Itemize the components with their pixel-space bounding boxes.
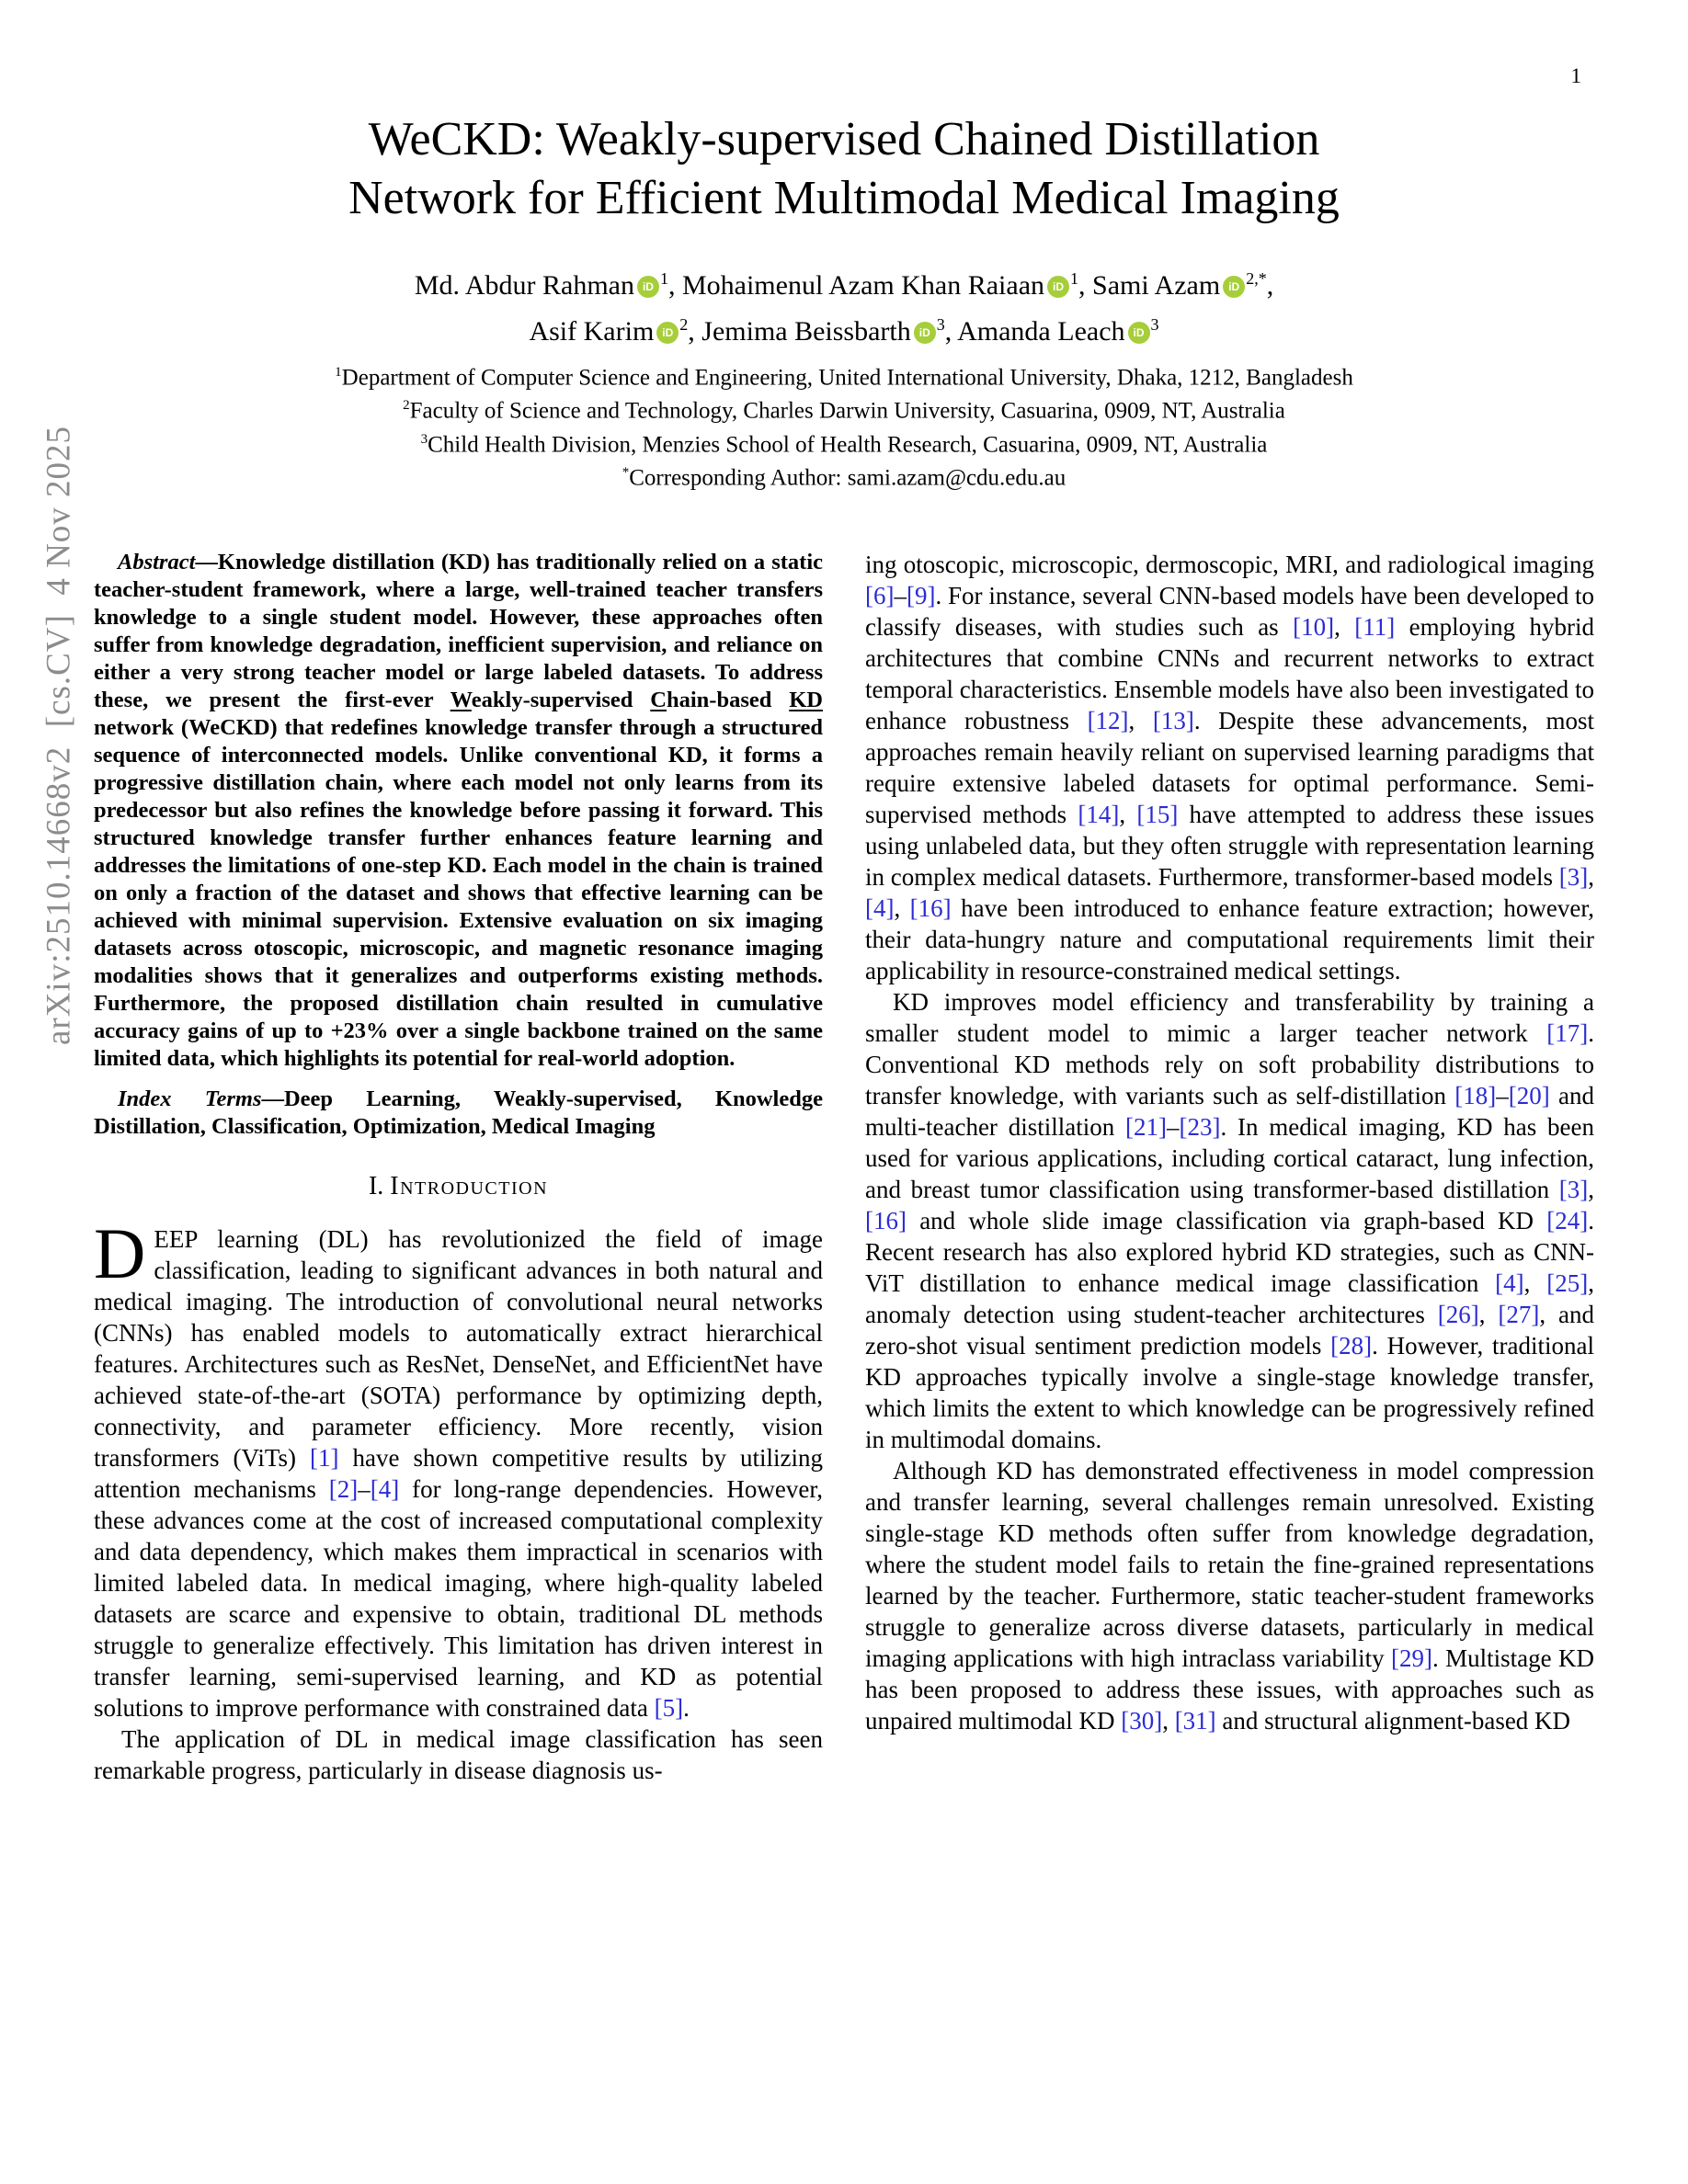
orcid-icon[interactable]: iD (1128, 322, 1150, 344)
citation-link[interactable]: [16] (909, 894, 952, 923)
citation-link[interactable]: [17] (1546, 1019, 1589, 1048)
citation-link[interactable]: [5] (654, 1694, 684, 1723)
citation-link[interactable]: [29] (1391, 1644, 1433, 1673)
abstract-text: —Knowledge distillation (KD) has traditionally relied on a static teacher-student framework, where a large, well-trained teacher transfers knowledge to a single student model. However, these approaches often suffer from knowledge degradation, inefficient supervision, and reliance on either a very strong teacher model or large labeled datasets. To address these, we present the first-ever Weakly-supervised Chain-based KD network (WeCKD) that redefines knowledge transfer through a structured sequence of interconnected models. Unlike conventional KD, it forms a progressive distillation chain, where each model not only learns from its predecessor but also refines the knowledge before passing it forward. This structured knowledge transfer further enhances feature learning and addresses the limitations of one-step KD. Each model in the chain is trained on only a fraction of the dataset and shows that effective learning can be achieved with minimal supervision. Extensive evaluation on six imaging datasets across otoscopic, microscopic, and magnetic resonance imaging modalities shows that it generalizes and outperforms existing methods. Furthermore, the proposed distillation chain resulted in cumulative accuracy gains of up to +23% over a single backbone trained on the same limited data, which highlights its potential for real-world adoption. (94, 550, 823, 1072)
affiliation-sup: 2 (403, 398, 410, 414)
author: Jemima Beissbarth iD $^3$, (701, 315, 958, 347)
affiliation-sup: 1 (335, 365, 342, 380)
author-name: Amanda Leach (957, 316, 1125, 347)
citation-link[interactable]: [4] (370, 1475, 400, 1504)
intro-paragraph-1-text: EEP learning (DL) has revolutionized the field of image classification, leading to significant advances in both natural and medical imaging. The introduction of convolutional neural networks (CNNs) has enabled models to automatically extract hierarchical features. Architectures such as ResNet, DenseNet, and EfficientNet have achieved state-of-the-art (SOTA) performance by optimizing depth, connectivity, and parameter efficiency. More recently, vision transformers (ViTs) [1] have shown competitive results by utilizing attention mechanisms [2]–[4] for long-range dependencies. However, these advances come at the cost of increased computational complexity and data dependency, which makes them impractical in scenarios with limited labeled data. In medical imaging, where high-quality labeled datasets are scarce and expensive to obtain, traditional DL methods struggle to generalize effectively. This limitation has driven interest in transfer learning, semi-supervised learning, and KD as potential solutions to improve performance with constrained data [5]. (94, 1225, 823, 1723)
affiliation-line: $^2$Faculty of Science and Technology, Charles Darwin University, Casuarina, 0909, NT, Australia (403, 398, 1285, 424)
author (957, 316, 1158, 347)
orcid-icon[interactable]: iD (637, 276, 659, 298)
affiliations (0, 358, 1688, 492)
citation-link[interactable]: [21] (1124, 1113, 1167, 1142)
intro-paragraph-1 (94, 1213, 823, 1723)
citation-link[interactable]: [2] (328, 1475, 359, 1504)
drop-cap: D (94, 1213, 146, 1294)
author: Asif Karim iD $^2$, (529, 315, 702, 347)
citation-link[interactable]: [30] (1121, 1707, 1163, 1735)
affiliation-line: $^1$Department of Computer Science and Engineering, United International University, Dhaka, 1212, Bangladesh (335, 365, 1353, 391)
citation-link[interactable]: [25] (1546, 1269, 1589, 1298)
index-terms-text: —Deep Learning, Weakly-supervised, Knowledge Distillation, Classification, Optimization, Medical Imaging (94, 1086, 823, 1140)
left-column (94, 549, 823, 1786)
orcid-icon[interactable]: iD (1047, 276, 1069, 298)
orcid-icon[interactable]: iD (656, 322, 679, 344)
citation-link[interactable]: [20] (1508, 1082, 1550, 1110)
citation-link[interactable]: [16] (865, 1207, 907, 1235)
right-column (865, 549, 1594, 1786)
author: Sami Azam iD $^{2,*}$, (1092, 269, 1274, 301)
paper-title (0, 110, 1688, 228)
citation-link[interactable]: [11] (1354, 613, 1396, 642)
author-name: Md. Abdur Rahman (414, 270, 634, 301)
section-heading-introduction (94, 1172, 823, 1201)
author-affiliation-number: 3 (936, 315, 945, 334)
author-affiliation-number: 2 (679, 315, 689, 334)
abstract-paragraph (94, 549, 823, 1073)
citation-link[interactable]: [4] (865, 894, 895, 923)
author: Mohaimenul Azam Khan Raiaan iD $^1$, (681, 269, 1093, 301)
author-name: Jemima Beissbarth (701, 316, 911, 347)
author-affiliation-number: 1 (1070, 269, 1079, 288)
author-affiliation-number: 2,* (1246, 269, 1267, 288)
affiliation-sup: * (622, 464, 630, 480)
orcid-icon[interactable]: iD (1223, 276, 1245, 298)
citation-link[interactable]: [12] (1087, 707, 1129, 735)
author-name: Sami Azam (1092, 270, 1221, 301)
paper-title-line-1: WeCKD: Weakly-supervised Chained Distillation (368, 113, 1320, 165)
citation-link[interactable]: [4] (1495, 1269, 1524, 1298)
right-paragraph-3: Although KD has demonstrated effectiveness in model compression and transfer learning, several challenges remain unresolved. Existing single-stage KD methods often suffer from knowledge degradation, where the student model fails to retain the fine-grained representations learned by the teacher. Furthermore, static teacher-student frameworks struggle to generalize across diverse datasets, particularly in medical imaging applications with high intraclass variability [29]. Multistage KD has been proposed to address these issues, with approaches such as unpaired multimodal KD [30], [31] and structural alignment-based KD (865, 1457, 1594, 1735)
citation-link[interactable]: [13] (1152, 707, 1194, 735)
section-number: I. (368, 1172, 384, 1201)
abstract-label: Abstract (118, 550, 196, 575)
paper-title-line-2: Network for Efficient Multimodal Medical Imaging (348, 172, 1340, 224)
citation-link[interactable]: [6] (865, 582, 895, 610)
two-column-body (0, 549, 1688, 1786)
author-affiliation-number: 3 (1150, 315, 1159, 334)
right-paragraph-2: KD improves model efficiency and transferability by training a smaller student model to mimic a larger teacher network [17]. Conventional KD methods rely on soft probability distributions to transfer knowledge, with variants such as self-distillation [18]–[20] and multi-teacher distillation [21]–[23]. In medical imaging, KD has been used for various applications, including cortical cataract, lung infection, and breast tumor classification using transformer-based distillation [3], [16] and whole slide image classification via graph-based KD [24]. Recent research has also explored hybrid KD strategies, such as CNN-ViT distillation to enhance medical image classification [4], [25], anomaly detection using student-teacher architectures [26], [27], and zero-shot visual sentiment prediction models [28]. However, traditional KD approaches typically involve a single-stage knowledge transfer, which limits the extent to which knowledge can be progressively refined in multimodal domains. (865, 988, 1595, 1454)
citation-link[interactable]: [26] (1437, 1301, 1479, 1329)
citation-link[interactable]: [3] (1558, 863, 1589, 892)
citation-link[interactable]: [28] (1330, 1332, 1373, 1360)
paper-header (0, 0, 1688, 492)
citation-link[interactable]: [23] (1179, 1113, 1221, 1142)
citation-link[interactable]: [10] (1293, 613, 1335, 642)
citation-link[interactable]: [18] (1454, 1082, 1497, 1110)
citation-link[interactable]: [14] (1078, 801, 1120, 829)
right-paragraph-1: ing otoscopic, microscopic, dermoscopic, MRI, and radiological imaging [6]–[9]. For instance, several CNN-based models have been developed to classify diseases, with studies such as [10], [11] employing hybrid architectures that combine CNNs and recurrent networks to extract temporal characteristics. Ensemble models have also been investigated to enhance robustness [12], [13]. Despite these advancements, most approaches remain heavily reliant on supervised learning paradigms that require extensive labeled datasets for optimal performance. Semi-supervised methods [14], [15] have attempted to address these issues using unlabeled data, but they often struggle with representation learning in complex medical datasets. Furthermore, transformer-based models [3], [4], [16] have been introduced to enhance feature extraction; however, their data-hungry nature and computational requirements limit their applicability in resource-constrained medical settings. (865, 551, 1595, 985)
citation-link[interactable]: [31] (1174, 1707, 1216, 1735)
affiliation-line: $^3$Child Health Division, Menzies School of Health Research, Casuarina, 0909, NT, Australia (420, 431, 1268, 457)
orcid-icon[interactable]: iD (914, 322, 936, 344)
author-block (0, 259, 1688, 351)
index-terms-label: Index Terms (118, 1086, 262, 1112)
author-name: Mohaimenul Azam Khan Raiaan (681, 270, 1045, 301)
author-name: Asif Karim (529, 316, 655, 347)
intro-paragraph-2: The application of DL in medical image classification has seen remarkable progress, particularly in disease diagnosis us- (94, 1725, 823, 1785)
authors-line-2 (0, 305, 1688, 351)
citation-link[interactable]: [3] (1558, 1176, 1589, 1204)
index-terms-paragraph (94, 1086, 823, 1141)
citation-link[interactable]: [24] (1546, 1207, 1589, 1235)
section-title: Introduction (390, 1172, 549, 1201)
affiliation-line: *Corresponding Author: sami.azam@cdu.edu.au (622, 464, 1066, 491)
citation-link[interactable]: [27] (1498, 1301, 1540, 1329)
page-number: 1 (1570, 64, 1581, 87)
author: Md. Abdur Rahman iD $^1$, (414, 269, 682, 301)
arxiv-watermark: arXiv:2510.14668v2 [cs.CV] 4 Nov 2025 (40, 425, 78, 1046)
author-affiliation-number: 1 (659, 269, 668, 288)
affiliation-sup: 3 (420, 431, 428, 447)
abstract-section (94, 549, 823, 1141)
authors-line-1 (0, 259, 1688, 305)
citation-link[interactable]: [15] (1136, 801, 1179, 829)
citation-link[interactable]: [1] (309, 1444, 339, 1473)
citation-link[interactable]: [9] (906, 582, 936, 610)
